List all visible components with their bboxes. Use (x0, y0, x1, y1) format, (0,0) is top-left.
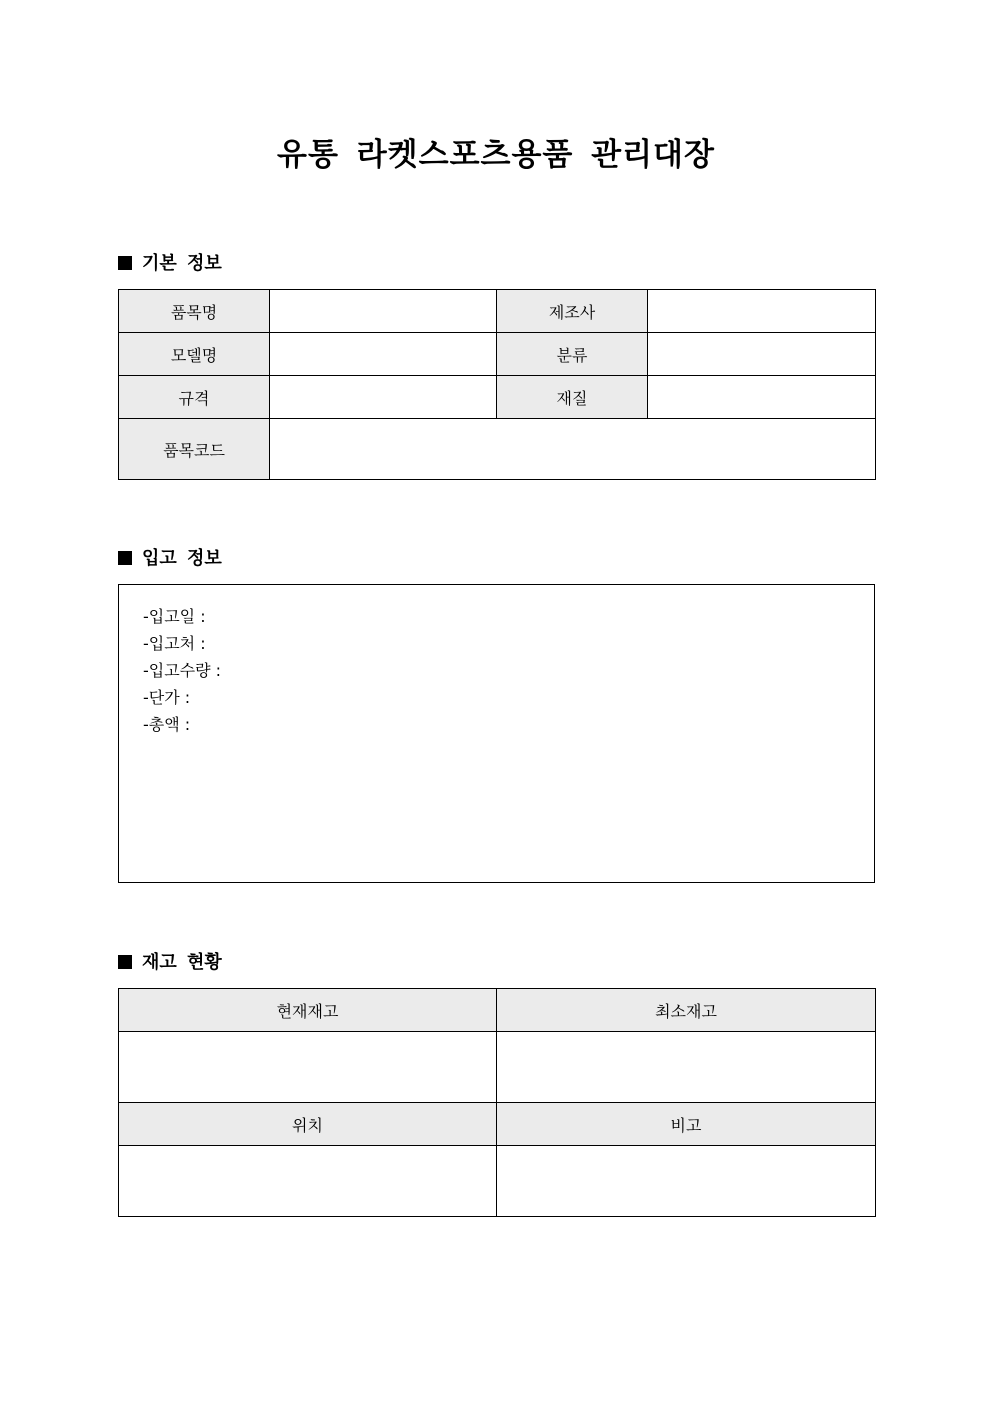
location-field[interactable] (119, 1146, 497, 1217)
table-row (119, 333, 876, 376)
material-field[interactable] (648, 376, 876, 419)
category-field[interactable] (648, 333, 876, 376)
stock-status-table (118, 988, 876, 1217)
square-bullet-icon (118, 955, 132, 969)
section-stock-status-title: 재고 현황 (142, 952, 222, 973)
model-name-field[interactable] (270, 333, 497, 376)
location-label: 위치 (119, 1103, 497, 1146)
square-bullet-icon (118, 551, 132, 565)
section-receipt-info-title: 입고 정보 (142, 548, 222, 569)
receipt-date-line: -입고일 : (143, 607, 206, 626)
item-name-field[interactable] (270, 290, 497, 333)
receipt-supplier-line: -입고처 : (143, 634, 206, 653)
page-title: 유통 라켓스포츠용품 관리대장 (277, 137, 715, 173)
receipt-info-lines (143, 603, 221, 738)
manufacturer-field[interactable] (648, 290, 876, 333)
item-name-label: 품목명 (119, 290, 270, 333)
item-code-field[interactable] (270, 419, 876, 480)
receipt-info-box[interactable] (118, 584, 875, 883)
material-label: 재질 (497, 376, 648, 419)
basic-info-table (118, 289, 876, 480)
table-row (119, 1103, 876, 1146)
square-bullet-icon (118, 256, 132, 270)
table-row (119, 290, 876, 333)
section-stock-status-heading (118, 951, 222, 975)
min-stock-label: 최소재고 (497, 989, 876, 1032)
current-stock-field[interactable] (119, 1032, 497, 1103)
model-name-label: 모델명 (119, 333, 270, 376)
remarks-label: 비고 (497, 1103, 876, 1146)
table-row (119, 419, 876, 480)
spec-field[interactable] (270, 376, 497, 419)
current-stock-label: 현재재고 (119, 989, 497, 1032)
receipt-quantity-line: -입고수량 : (143, 661, 222, 680)
table-row (119, 1146, 876, 1217)
table-row (119, 376, 876, 419)
table-row (119, 989, 876, 1032)
table-row (119, 1032, 876, 1103)
spec-label: 규격 (119, 376, 270, 419)
min-stock-field[interactable] (497, 1032, 876, 1103)
receipt-total-line: -총액 : (143, 715, 191, 734)
manufacturer-label: 제조사 (497, 290, 648, 333)
item-code-label: 품목코드 (119, 419, 270, 480)
section-receipt-info-heading (118, 547, 222, 571)
remarks-field[interactable] (497, 1146, 876, 1217)
section-basic-info-title: 기본 정보 (142, 253, 222, 274)
category-label: 분류 (497, 333, 648, 376)
section-basic-info-heading (118, 252, 222, 276)
receipt-unit-price-line: -단가 : (143, 688, 191, 707)
